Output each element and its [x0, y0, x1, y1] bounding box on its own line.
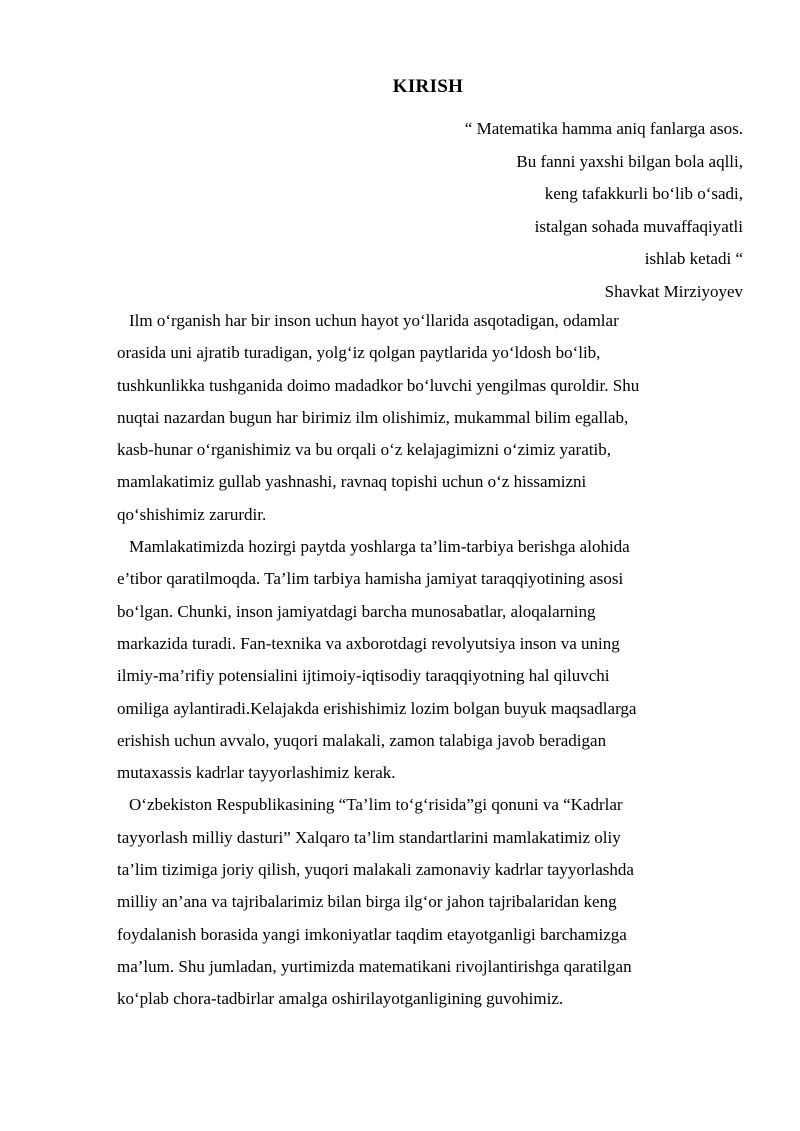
- body-text: [117, 305, 725, 1016]
- epigraph: [243, 113, 743, 308]
- text-line: qo‘shishimiz zarurdir.: [117, 504, 267, 524]
- text-line: mutaxassis kadrlar tayyorlashimiz kerak.: [117, 763, 396, 783]
- text-line: bo‘lgan. Chunki, inson jamiyatdagi barcha munosabatlar, aloqalarning: [117, 601, 596, 621]
- text-line: tushkunlikka tushganida doimo madadkor bo‘luvchi yengilmas quroldir. Shu: [117, 375, 640, 395]
- epigraph-line: keng tafakkurli bo‘lib o‘sadi,: [544, 184, 743, 203]
- epigraph-line: “ Matematika hamma aniq fanlarga asos.: [464, 119, 743, 138]
- text-line: kasb-hunar o‘rganishimiz va bu orqali o‘z kelajagimizni o‘zimiz yaratib,: [117, 440, 611, 460]
- text-line: omiliga aylantiradi.Kelajakda erishishimiz lozim bolgan buyuk maqsadlarga: [117, 698, 637, 718]
- text-line: O‘zbekiston Respublikasining “Ta’lim to‘g‘risida”gi qonuni va “Kadrlar: [129, 795, 623, 815]
- text-line: mamlakatimiz gullab yashnashi, ravnaq topishi uchun o‘z hissamizni: [117, 472, 587, 492]
- epigraph-author: Shavkat Mirziyoyev: [604, 281, 743, 301]
- text-line: ilmiy-ma’rifiy potensialini ijtimoiy-iqtisodiy taraqqiyotning hal qiluvchi: [117, 666, 610, 686]
- paragraph-3: [117, 789, 725, 1015]
- text-line: orasida uni ajratib turadigan, yolg‘iz qolgan paytlarida yo‘ldosh bo‘lib,: [117, 343, 601, 363]
- text-line: ta’lim tizimiga joriy qilish, yuqori malakali zamonaviy kadrlar tayyorlashda: [117, 860, 634, 880]
- paragraph-2: [117, 531, 725, 789]
- text-line: tayyorlash milliy dasturi” Xalqaro ta’lim standartlarini mamlakatimiz oliy: [117, 827, 621, 847]
- paragraph-1: [117, 305, 725, 531]
- epigraph-line: istalgan sohada muvaffaqiyatli: [534, 216, 743, 236]
- page-title: KIRISH: [392, 76, 464, 97]
- text-line: Mamlakatimizda hozirgi paytda yoshlarga ta’lim-tarbiya berishga alohida: [129, 537, 630, 557]
- text-line: foydalanish borasida yangi imkoniyatlar taqdim etayotganligi barchamizga: [117, 924, 627, 944]
- text-line: ma’lum. Shu jumladan, yurtimizda matematikani rivojlantirishga qaratilgan: [117, 956, 632, 976]
- text-line: nuqtai nazardan bugun har birimiz ilm olishimiz, mukammal bilim egallab,: [117, 407, 629, 427]
- text-line: markazida turadi. Fan-texnika va axborotdagi revolyutsiya inson va uning: [117, 633, 620, 653]
- text-line: milliy an’ana va tajribalarimiz bilan birga ilg‘or jahon tajribalaridan keng: [117, 892, 617, 912]
- epigraph-line: Bu fanni yaxshi bilgan bola aqlli,: [516, 151, 743, 171]
- text-line: ko‘plab chora-tadbirlar amalga oshirilayotganligining guvohimiz.: [117, 989, 564, 1009]
- text-line: e’tibor qaratilmoqda. Ta’lim tarbiya hamisha jamiyat taraqqiyotining asosi: [117, 569, 624, 589]
- text-line: Ilm o‘rganish har bir inson uchun hayot yo‘llarida asqotadigan, odamlar: [129, 311, 619, 330]
- text-line: erishish uchun avvalo, yuqori malakali, zamon talabiga javob beradigan: [117, 730, 607, 750]
- epigraph-line: ishlab ketadi “: [644, 249, 743, 268]
